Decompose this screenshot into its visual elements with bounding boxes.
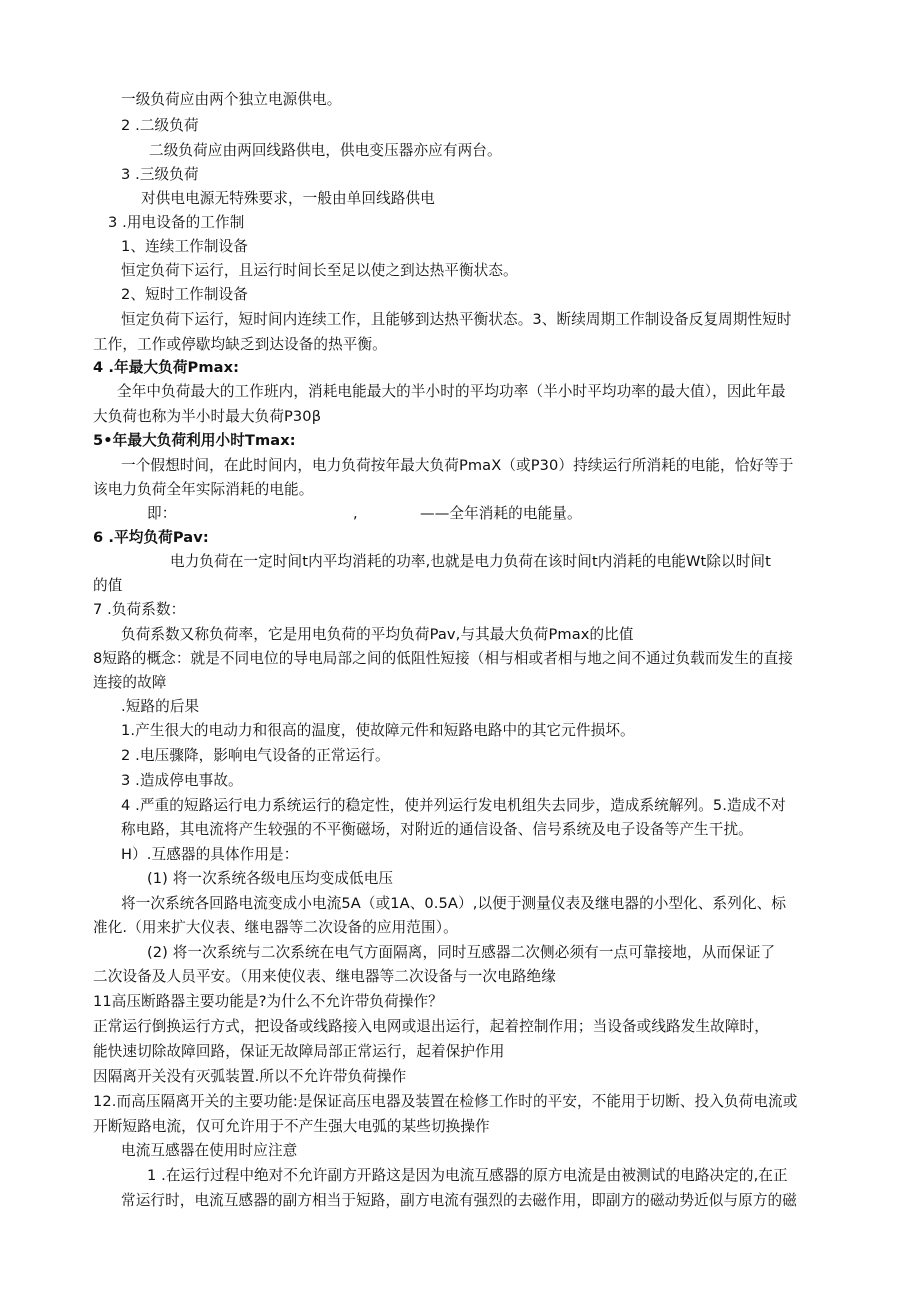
text-line: 3 .用电设备的工作制 (108, 214, 245, 231)
text-line: 开断短路电流，仅可允许用于不产生强大电弧的某些切换操作 (93, 1118, 490, 1135)
text-line: 2 .电压骤降，影响电气设备的正常运行。 (121, 747, 390, 764)
section-heading: 4 .年最大负荷Pmax: (93, 359, 240, 376)
text-line: .短路的后果 (121, 698, 200, 715)
text-line: 电力负荷在一定时间t内平均消耗的功率,也就是电力负荷在该时间t内消耗的电能Wt除以时间t (170, 553, 771, 570)
text-line: 的值 (93, 577, 123, 594)
text-line: 常运行时，电流互感器的副方相当于短路，副方电流有强烈的去磁作用，即副方的磁动势近似与原方的磁 (121, 1192, 797, 1209)
text-line: 1 .在运行过程中绝对不允许副方开路这是因为电流互感器的原方电流是由被测试的电路决定的,在正 (147, 1167, 788, 1184)
text-line: 8短路的概念：就是不同电位的导电局部之间的低阻性短接（相与相或者相与地之间不通过负载而发生的直接 (93, 650, 793, 667)
text-line: 恒定负荷下运行，且运行时间长至足以使之到达热平衡状态。 (121, 262, 518, 279)
text-line: (1) 将一次系统各级电压均变成低电压 (147, 870, 394, 887)
text-line: 二次设备及人员平安。（用来使仪表、继电器等二次设备与一次电路绝缘 (93, 968, 556, 985)
text-line: 正常运行倒换运行方式，把设备或线路接入电网或退出运行，起着控制作用；当设备或线路发生故障时， (93, 1018, 769, 1035)
text-line: , (353, 505, 358, 522)
section-heading: 电流互感器在使用时应注意 (121, 1142, 298, 1159)
text-line: 二级负荷应由两回线路供电，供电变压器亦应有两台。 (149, 142, 502, 159)
text-line: 1.产生很大的电动力和很高的温度，使故障元件和短路电路中的其它元件损坏。 (121, 722, 635, 739)
text-line: 2 .二级负荷 (121, 117, 199, 134)
section-heading: 11高压断路器主要功能是?为什么不允许带负荷操作？ (93, 993, 443, 1010)
text-line: 将一次系统各回路电流变成小电流5A（或1A、0.5A）,以便于测量仪表及继电器的小型化、系列化、标 (121, 895, 787, 912)
section-heading: 5•年最大负荷利用小时Tmax: (93, 432, 296, 449)
text-line: H）.互感器的具体作用是： (121, 846, 299, 863)
text-line: 对供电电源无特殊要求，一般由单回线路供电 (141, 190, 435, 207)
text-line: 2、短时工作制设备 (121, 286, 248, 303)
text-line: 称电路，其电流将产生较强的不平衡磁场，对附近的通信设备、信号系统及电子设备等产生干扰。 (121, 821, 753, 838)
text-line: 一个假想时间，在此时间内，电力负荷按年最大负荷PmaX（或P30）持续运行所消耗的电能，恰好等于 (121, 457, 794, 474)
text-line: 全年中负荷最大的工作班内，消耗电能最大的半小时的平均功率（半小时平均功率的最大值），因此年最 (117, 383, 786, 400)
text-line: 工作，工作或停歇均缺乏到达设备的热平衡。 (93, 336, 387, 353)
text-line: ——全年消耗的电能量。 (420, 505, 582, 522)
text-line: 3 .三级负荷 (121, 166, 199, 183)
text-line: 因隔离开关没有灭弧装置.所以不允许带负荷操作 (93, 1068, 407, 1085)
section-heading: 12.而高压隔离开关的主要功能:是保证高压电器及装置在检修工作时的平安，不能用于切断、投入负荷电流或 (93, 1093, 798, 1110)
text-line: 大负荷也称为半小时最大负荷P30β (93, 408, 322, 425)
text-line: 负荷系数又称负荷率，它是用电负荷的平均负荷Pav,与其最大负荷Pmax的比值 (121, 626, 634, 643)
text-line: 3 .造成停电事故。 (121, 772, 243, 789)
text-line: 连接的故障 (93, 674, 167, 691)
text-line: (2) 将一次系统与二次系统在电气方面隔离，同时互感器二次侧必须有一点可靠接地，从而保证了 (147, 944, 776, 961)
text-line: 即： (147, 505, 177, 522)
text-line: 该电力负荷全年实际消耗的电能。 (93, 481, 314, 498)
text-line: 能快速切除故障回路，保证无故障局部正常运行，起着保护作用 (93, 1043, 505, 1060)
text-line: 1、连续工作制设备 (121, 238, 248, 255)
text-line: 恒定负荷下运行，短时间内连续工作，且能够到达热平衡状态。3、断续周期工作制设备反复周期性短时 (121, 311, 792, 328)
text-line: 准化.（用来扩大仪表、继电器等二次设备的应用范围）。 (93, 919, 458, 936)
text-line: 4 .严重的短路运行电力系统运行的稳定性，使并列运行发电机组失去同步，造成系统解列。5.造成不对 (121, 797, 786, 814)
text-line: 一级负荷应由两个独立电源供电。 (121, 91, 342, 108)
section-heading: 6 .平均负荷Pav: (93, 529, 209, 546)
section-heading: 7 .负荷系数： (93, 601, 186, 618)
